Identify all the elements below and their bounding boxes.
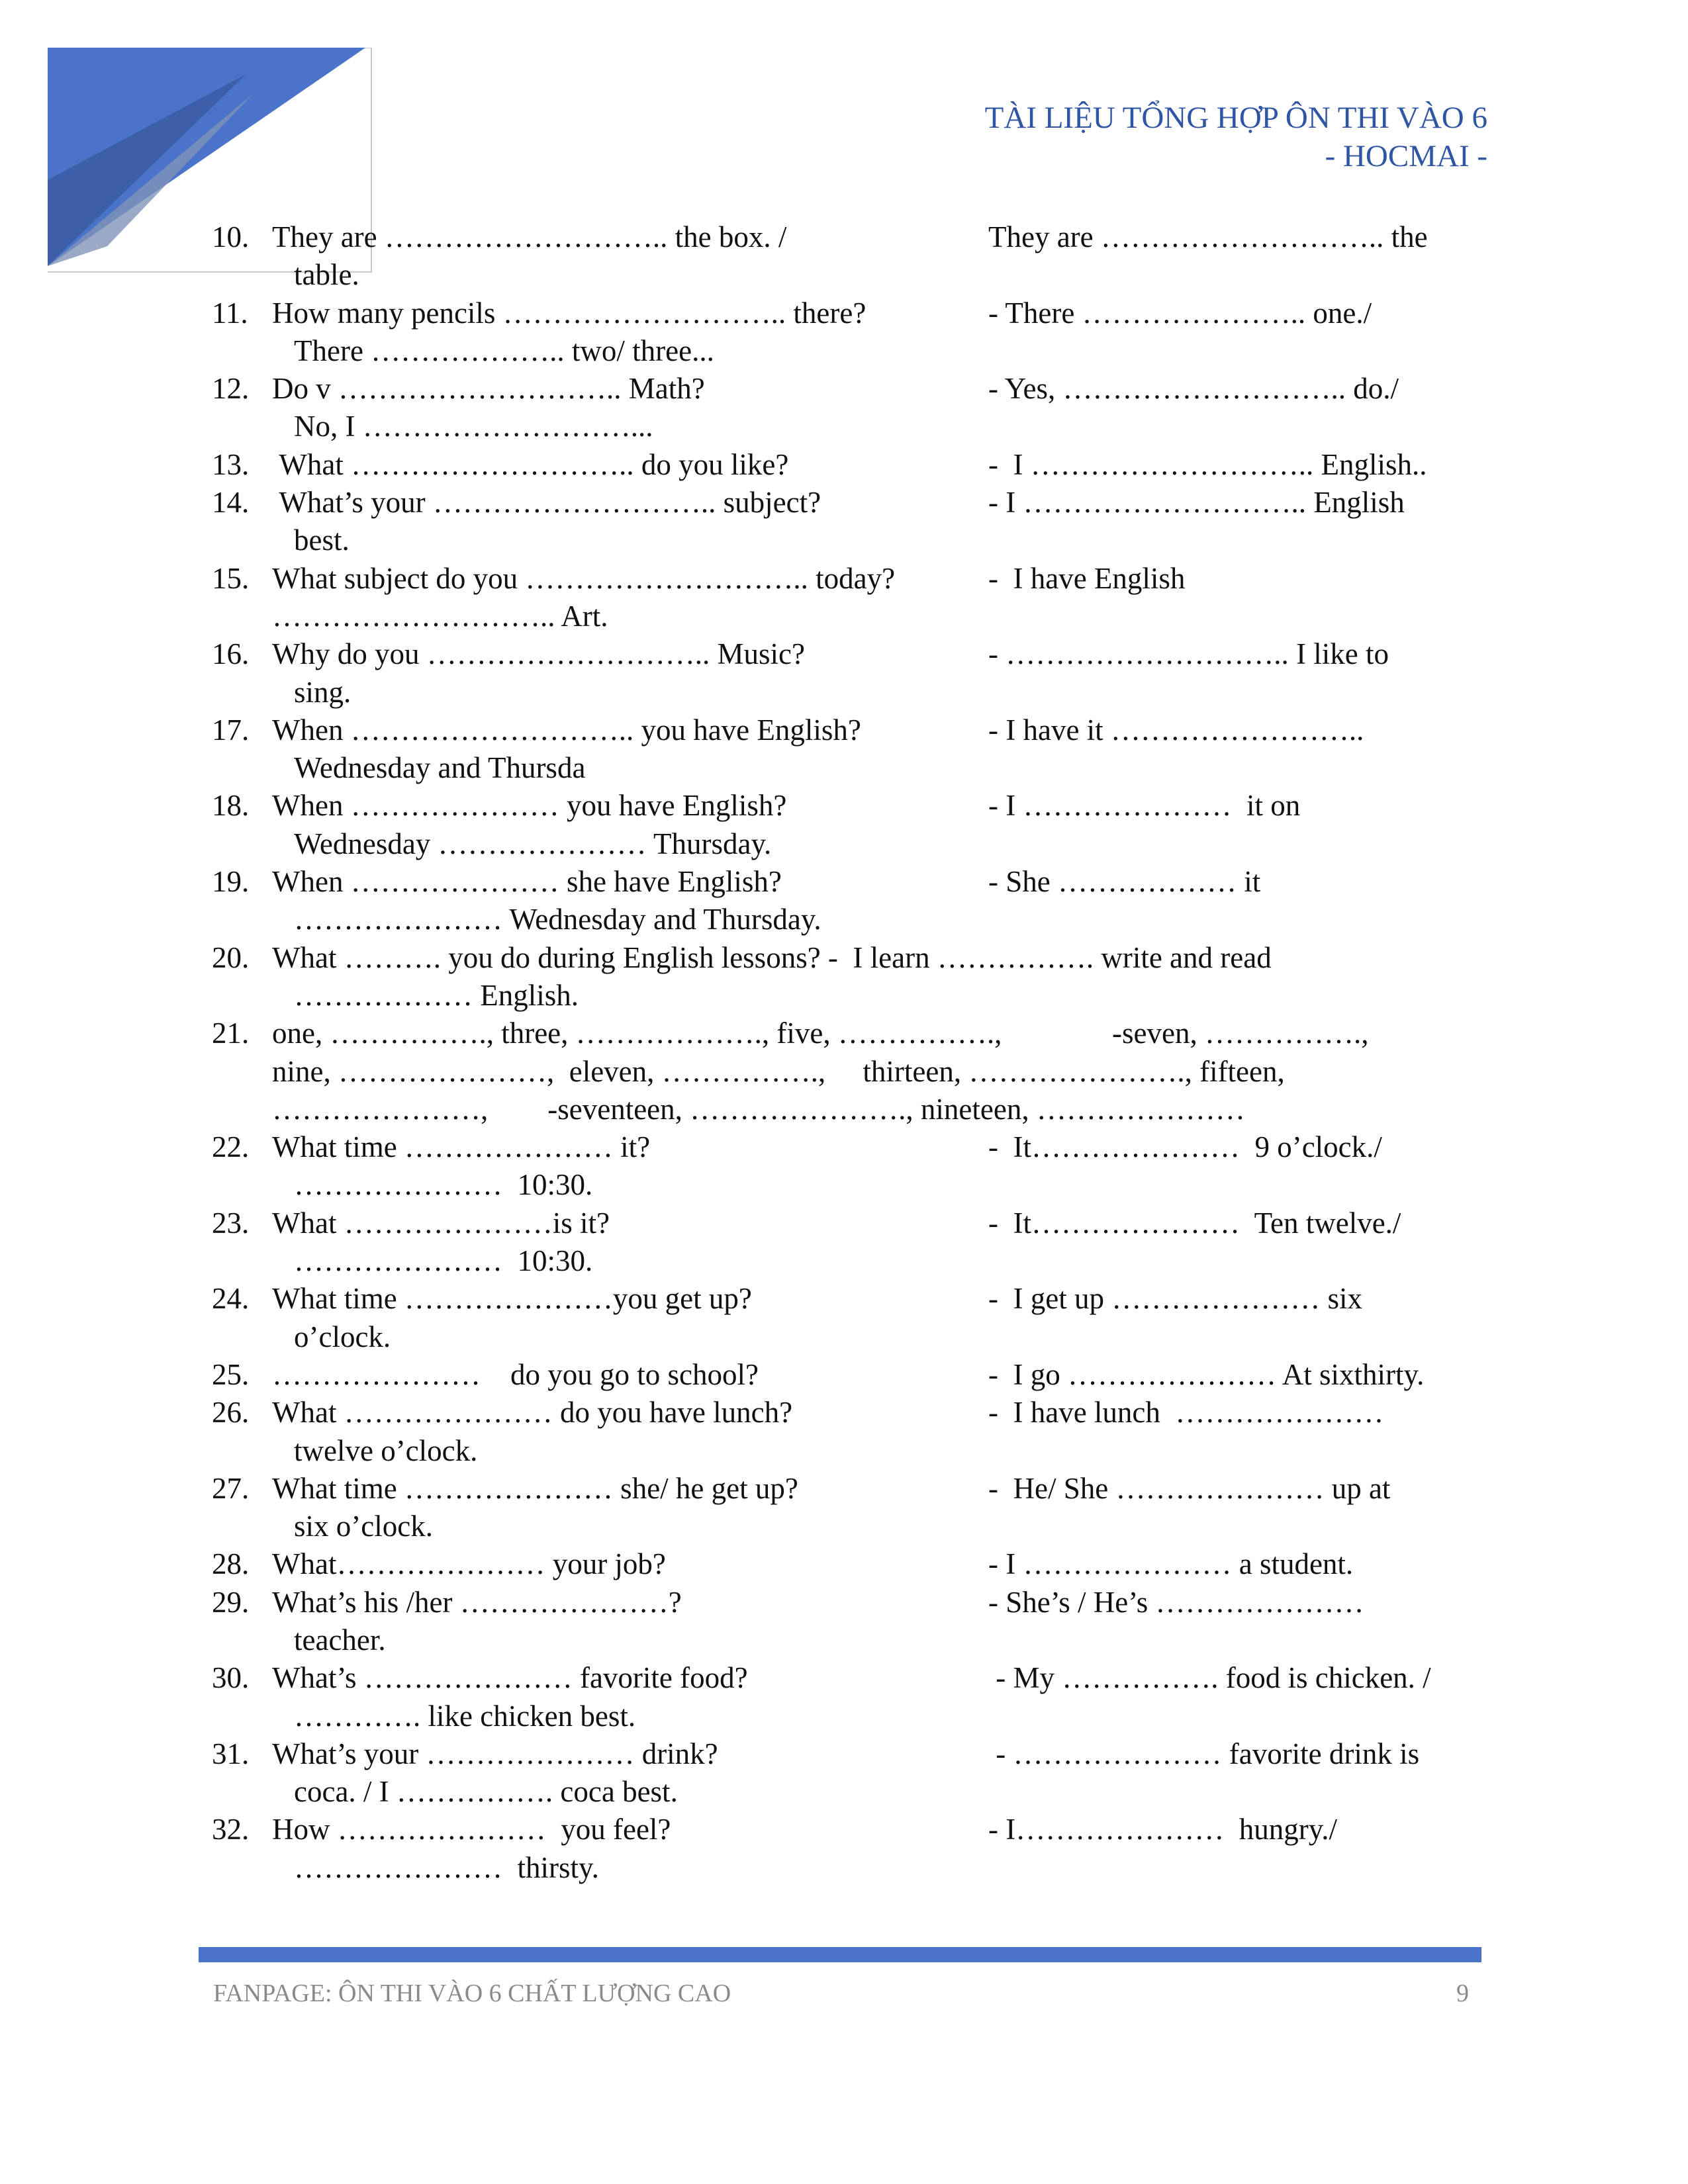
exercise-continuation xyxy=(212,1508,1496,1545)
exercise-question: What time ………………… she/ he get up? xyxy=(272,1471,798,1505)
exercise-continuation xyxy=(212,1166,1496,1204)
continuation-text: teacher. xyxy=(294,1623,386,1657)
exercise-question: What’s ………………… favorite food? xyxy=(272,1661,748,1695)
exercise-question: What ………. you do during English lessons? - I learn ……………. write and read xyxy=(272,940,1272,974)
exercise-line xyxy=(212,295,1496,332)
document-subtitle: - HOCMAI - xyxy=(1325,139,1487,173)
exercise-continuation xyxy=(212,1432,1496,1470)
exercise-continuation xyxy=(212,598,1496,635)
continuation-text: Wednesday ………………… Thursday. xyxy=(294,827,772,860)
exercise-number: 21. xyxy=(212,1017,250,1050)
exercise-line xyxy=(212,484,1496,522)
continuation-text: …………. like chicken best. xyxy=(294,1699,636,1733)
exercise-question: They are ……………………….. the box. / xyxy=(272,220,787,253)
exercise-line xyxy=(212,1394,1496,1432)
exercise-question: What’s your ……………………….. subject? xyxy=(272,486,821,520)
exercise-number: 26. xyxy=(212,1396,250,1430)
exercise-answer: - ………………… favorite drink is xyxy=(988,1737,1420,1770)
exercise-question: When ………………… she have English? xyxy=(272,865,782,899)
exercise-number: 25. xyxy=(212,1357,250,1391)
continuation-text: table. xyxy=(294,258,359,292)
exercise-number: 10. xyxy=(212,220,250,253)
exercise-line xyxy=(212,1128,1496,1166)
exercise-number: 32. xyxy=(212,1813,250,1846)
exercise-answer: - I………………… hungry./ xyxy=(988,1813,1338,1846)
exercise-number: 24. xyxy=(212,1282,250,1316)
exercise-continuation xyxy=(212,332,1496,370)
exercise-answer: - I have English xyxy=(988,561,1186,595)
exercise-answer: - There ………………….. one./ xyxy=(988,296,1372,330)
exercise-continuation xyxy=(212,522,1496,559)
continuation-text: six o’clock. xyxy=(294,1510,433,1543)
footer-divider-bar xyxy=(199,1947,1481,1962)
exercise-number: 31. xyxy=(212,1737,250,1770)
continuation-text: ………………… Wednesday and Thursday. xyxy=(294,903,821,936)
exercise-line xyxy=(212,863,1496,901)
exercise-line xyxy=(212,711,1496,749)
exercise-line xyxy=(212,939,1496,977)
exercise-number: 28. xyxy=(212,1547,250,1581)
exercise-line xyxy=(212,1053,1496,1091)
exercise-question: What …………………is it? xyxy=(272,1206,610,1240)
exercise-answer: They are ……………………….. the xyxy=(988,220,1428,253)
footer-fanpage: FANPAGE: ÔN THI VÀO 6 CHẤT LƯỢNG CAO xyxy=(213,1979,731,2007)
exercise-answer: - I ………………… a student. xyxy=(988,1547,1354,1581)
exercise-line xyxy=(212,1584,1496,1621)
exercise-line xyxy=(212,446,1496,484)
exercise-number: 29. xyxy=(212,1585,250,1619)
exercise-question: What’s his /her …………………? xyxy=(272,1585,682,1619)
exercise-answer: - She’s / He’s ………………… xyxy=(988,1585,1364,1619)
exercise-continuation xyxy=(212,1698,1496,1735)
exercise-question: What time ………………… it? xyxy=(272,1130,651,1164)
exercise-line xyxy=(212,1091,1496,1128)
continuation-text: ……………… English. xyxy=(294,978,579,1012)
continuation-text: ……………………….. Art. xyxy=(272,599,608,633)
exercise-line xyxy=(212,1545,1496,1583)
exercise-question: nine, …………………, eleven, ……………., thirteen, …………………., fifteen, xyxy=(272,1054,1285,1088)
exercise-answer: - It………………… Ten twelve./ xyxy=(988,1206,1401,1240)
exercise-number: 17. xyxy=(212,713,250,747)
exercise-answer: - I have it …………………….. xyxy=(988,713,1364,747)
exercise-question: How ………………… you feel? xyxy=(272,1813,671,1846)
exercise-question: What ……………………….. do you like? xyxy=(272,447,789,481)
exercise-line xyxy=(212,1356,1496,1394)
exercise-answer: - Yes, ……………………….. do./ xyxy=(988,372,1399,406)
exercise-number: 14. xyxy=(212,486,250,520)
exercise-answer: - I go ………………… At sixthirty. xyxy=(988,1357,1425,1391)
continuation-text: o’clock. xyxy=(294,1320,391,1353)
exercise-number: 11. xyxy=(212,296,248,330)
exercise-continuation xyxy=(212,1849,1496,1887)
exercise-question: What’s your ………………… drink? xyxy=(272,1737,718,1770)
exercise-continuation xyxy=(212,1773,1496,1811)
exercise-continuation xyxy=(212,256,1496,294)
exercise-answer: - It………………… 9 o’clock./ xyxy=(988,1130,1382,1164)
page-number: 9 xyxy=(1456,1979,1469,2007)
continuation-text: ………………… 10:30. xyxy=(294,1168,593,1202)
exercise-answer: - I ………………… it on xyxy=(988,789,1301,823)
exercise-line xyxy=(212,1735,1496,1773)
exercise-number: 19. xyxy=(212,865,250,899)
exercise-continuation xyxy=(212,674,1496,711)
exercise-number: 27. xyxy=(212,1471,250,1505)
continuation-text: best. xyxy=(294,523,350,557)
exercise-question: When ………………… you have English? xyxy=(272,789,787,823)
exercise-question: Do v ……………………….. Math? xyxy=(272,372,705,406)
exercise-continuation xyxy=(212,825,1496,863)
exercise-number: 13. xyxy=(212,447,250,481)
exercise-number: 18. xyxy=(212,789,250,823)
continuation-text: ………………… thirsty. xyxy=(294,1850,599,1884)
exercise-question: When ……………………….. you have English? xyxy=(272,713,861,747)
exercise-question: What ………………… do you have lunch? xyxy=(272,1396,793,1430)
exercise-question: What subject do you ……………………….. today? xyxy=(272,561,896,595)
exercise-list xyxy=(212,218,1496,1887)
continuation-text: Wednesday and Thursda xyxy=(294,751,586,785)
exercise-answer: - My ……………. food is chicken. / xyxy=(988,1661,1431,1695)
continuation-text: ………………… 10:30. xyxy=(294,1244,593,1278)
exercise-question: ………………… do you go to school? xyxy=(272,1357,759,1391)
exercise-line xyxy=(212,787,1496,825)
exercise-number: 12. xyxy=(212,372,250,406)
exercise-number: 16. xyxy=(212,637,250,671)
continuation-text: sing. xyxy=(294,675,352,709)
continuation-text: No, I ………………………... xyxy=(294,410,653,443)
exercise-line xyxy=(212,560,1496,598)
exercise-answer: - He/ She ………………… up at xyxy=(988,1471,1391,1505)
continuation-text: There ……………….. two/ three... xyxy=(294,334,714,367)
exercise-number: 30. xyxy=(212,1661,250,1695)
exercise-answer: - I ……………………….. English xyxy=(988,486,1405,520)
exercise-question: one, ……………., three, ………………., five, ……………., xyxy=(272,1017,1002,1050)
exercise-line xyxy=(212,1280,1496,1318)
exercise-question: How many pencils ……………………….. there? xyxy=(272,296,867,330)
exercise-answer: - I have lunch ………………… xyxy=(988,1396,1384,1430)
exercise-continuation xyxy=(212,901,1496,938)
exercise-number: 23. xyxy=(212,1206,250,1240)
continuation-text: coca. / I ……………. coca best. xyxy=(294,1775,678,1809)
exercise-answer: - She ……………… it xyxy=(988,865,1261,899)
exercise-question: Why do you ……………………….. Music? xyxy=(272,637,805,671)
exercise-continuation xyxy=(212,1242,1496,1280)
exercise-answer: - I get up ………………… six xyxy=(988,1282,1362,1316)
document-title: TÀI LIỆU TỔNG HỢP ÔN THI VÀO 6 xyxy=(984,101,1487,135)
exercise-continuation xyxy=(212,408,1496,445)
exercise-answer: - I ……………………….. English.. xyxy=(988,447,1427,481)
exercise-line xyxy=(212,370,1496,408)
exercise-continuation xyxy=(212,977,1496,1015)
exercise-continuation xyxy=(212,749,1496,787)
exercise-line xyxy=(212,1659,1496,1697)
exercise-line xyxy=(212,1470,1496,1508)
exercise-line xyxy=(212,1205,1496,1242)
exercise-continuation xyxy=(212,1318,1496,1356)
exercise-continuation xyxy=(212,1621,1496,1659)
exercise-line xyxy=(212,635,1496,673)
exercise-line xyxy=(212,1811,1496,1848)
exercise-number: 20. xyxy=(212,940,250,974)
continuation-text: twelve o’clock. xyxy=(294,1433,478,1467)
exercise-answer: -seven, ……………., xyxy=(1053,1017,1369,1050)
exercise-answer: - ……………………….. I like to xyxy=(988,637,1389,671)
exercise-question: What time …………………you get up? xyxy=(272,1282,752,1316)
exercise-question: What………………… your job? xyxy=(272,1547,666,1581)
exercise-line xyxy=(212,1015,1496,1052)
exercise-question: …………………, -seventeen, …………………., nineteen, ………………… xyxy=(272,1092,1245,1126)
exercise-number: 22. xyxy=(212,1130,250,1164)
exercise-line xyxy=(212,218,1496,256)
exercise-number: 15. xyxy=(212,561,250,595)
